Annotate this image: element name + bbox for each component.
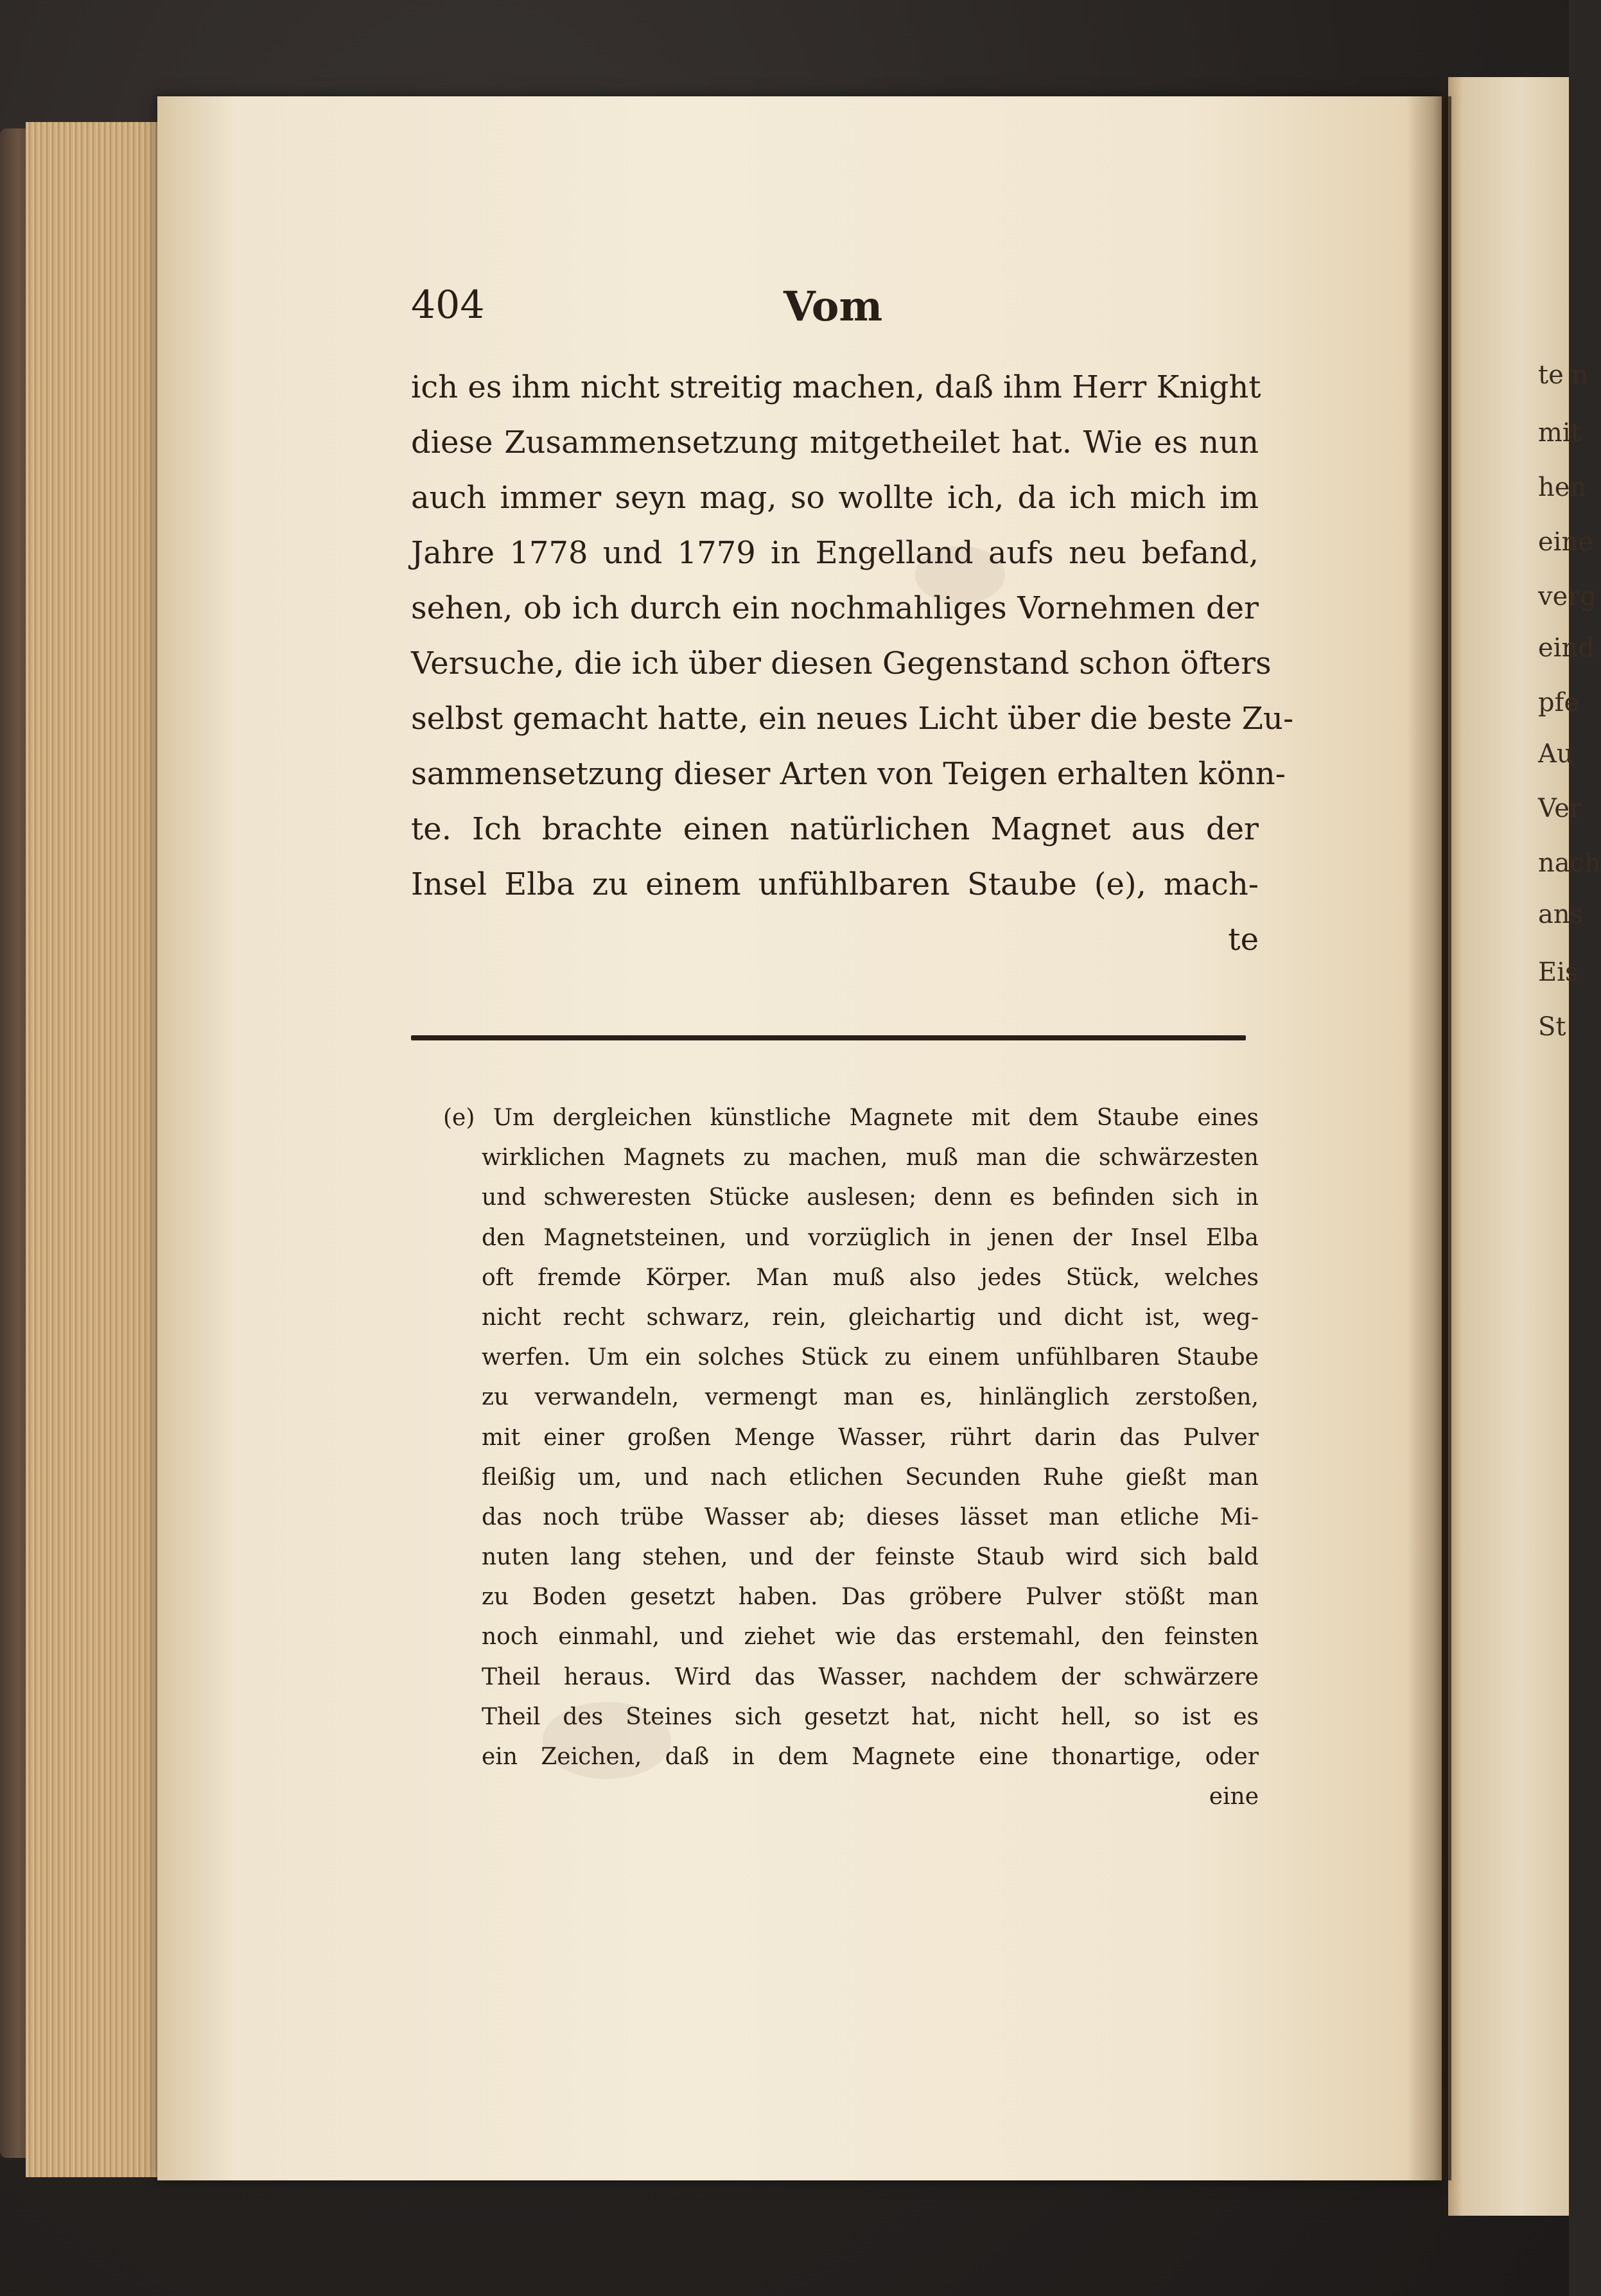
- page-gutter: [1406, 96, 1451, 2180]
- page-number: 404: [411, 283, 485, 328]
- footnote-line: werfen. Um ein solches Stück zu einem unfühlbaren Staube: [482, 1344, 1259, 1371]
- facing-page-text: te n: [1538, 360, 1589, 390]
- page-edges: [26, 122, 167, 2177]
- facing-page-text: hen: [1538, 473, 1587, 502]
- text-line: Versuche, die ich über diesen Gegenstand schon öfters: [411, 645, 1272, 681]
- footnote-line: oft fremde Körper. Man muß also jedes Stück, welches: [482, 1264, 1259, 1291]
- facing-page-text: St: [1538, 1012, 1566, 1042]
- footnote-rule: [411, 1035, 1246, 1040]
- footnote: [443, 1098, 1259, 1817]
- footnote-line: fleißig um, und nach etlichen Secunden Ruhe gießt man: [482, 1464, 1259, 1491]
- page-header: [411, 283, 1259, 334]
- footnote-line: und schweresten Stücke auslesen; denn es befinden sich in: [482, 1184, 1259, 1211]
- footnote-line: zu Boden gesetzt haben. Das gröbere Pulver stößt man: [482, 1584, 1259, 1611]
- footnote-line: mit einer großen Menge Wasser, rührt darin das Pulver: [482, 1424, 1259, 1451]
- footnote-line: nicht recht schwarz, rein, gleichartig und dicht ist, weg-: [482, 1304, 1259, 1331]
- text-line: Jahre 1778 und 1779 in Engelland aufs neu befand,: [411, 535, 1259, 571]
- text-line: te. Ich brachte einen natürlichen Magnet aus der: [411, 811, 1259, 847]
- footnote-line: Theil des Steines sich gesetzt hat, nicht hell, so ist es: [482, 1703, 1259, 1730]
- footnote-line: noch einmahl, und ziehet wie das erstemahl, den feinsten: [482, 1624, 1259, 1651]
- facing-page-text: ans: [1538, 900, 1584, 929]
- footnote-line: Theil heraus. Wird das Wasser, nachdem der schwärzere: [482, 1663, 1259, 1690]
- text-line: sehen, ob ich durch ein nochmahliges Vornehmen der: [411, 590, 1259, 626]
- facing-page-text: Eis: [1538, 958, 1579, 987]
- text-line: te: [1228, 922, 1259, 958]
- facing-page-text: nach: [1538, 848, 1601, 878]
- footnote-line: eine: [1209, 1783, 1259, 1810]
- facing-page-text: eind: [1538, 633, 1595, 663]
- running-head: Vom: [783, 283, 883, 331]
- footnote-line: den Magnetsteinen, und vorzüglich in jenen der Insel Elba: [482, 1224, 1259, 1251]
- footnote-line: wirklichen Magnets zu machen, muß man die schwärzesten: [482, 1144, 1259, 1171]
- footnote-line: ein Zeichen, daß in dem Magnete eine thonartige, oder: [482, 1744, 1259, 1770]
- facing-page-text: Ver: [1538, 794, 1582, 823]
- text-line: selbst gemacht hatte, ein neues Licht über die beste Zu-: [411, 701, 1294, 737]
- footnote-line: nuten lang stehen, und der feinste Staub wird sich bald: [482, 1544, 1259, 1571]
- facing-page-text: Au: [1538, 739, 1573, 769]
- text-line: sammensetzung dieser Arten von Teigen erhalten könn-: [411, 756, 1286, 792]
- facing-page-text: pfe: [1538, 688, 1580, 717]
- facing-page-text: verg: [1538, 582, 1597, 611]
- facing-page: [1448, 77, 1569, 2216]
- text-line: diese Zusammensetzung mitgetheilet hat. Wie es nun: [411, 425, 1259, 460]
- footnote-line: zu verwandeln, vermengt man es, hinlänglich zerstoßen,: [482, 1384, 1259, 1411]
- text-line: Insel Elba zu einem unfühlbaren Staube (e), mach-: [411, 866, 1259, 902]
- facing-page-text: mit: [1538, 418, 1581, 448]
- main-text: [411, 360, 1294, 967]
- facing-page-text: eine: [1538, 527, 1593, 557]
- text-line: auch immer seyn mag, so wollte ich, da ich mich im: [411, 480, 1259, 516]
- footnote-line: (e) Um dergleichen künstliche Magnete mit dem Staube eines: [443, 1105, 1259, 1131]
- footnote-line: das noch trübe Wasser ab; dieses lässet man etliche Mi-: [482, 1503, 1259, 1530]
- text-line: ich es ihm nicht streitig machen, daß ihm Herr Knight: [411, 369, 1261, 405]
